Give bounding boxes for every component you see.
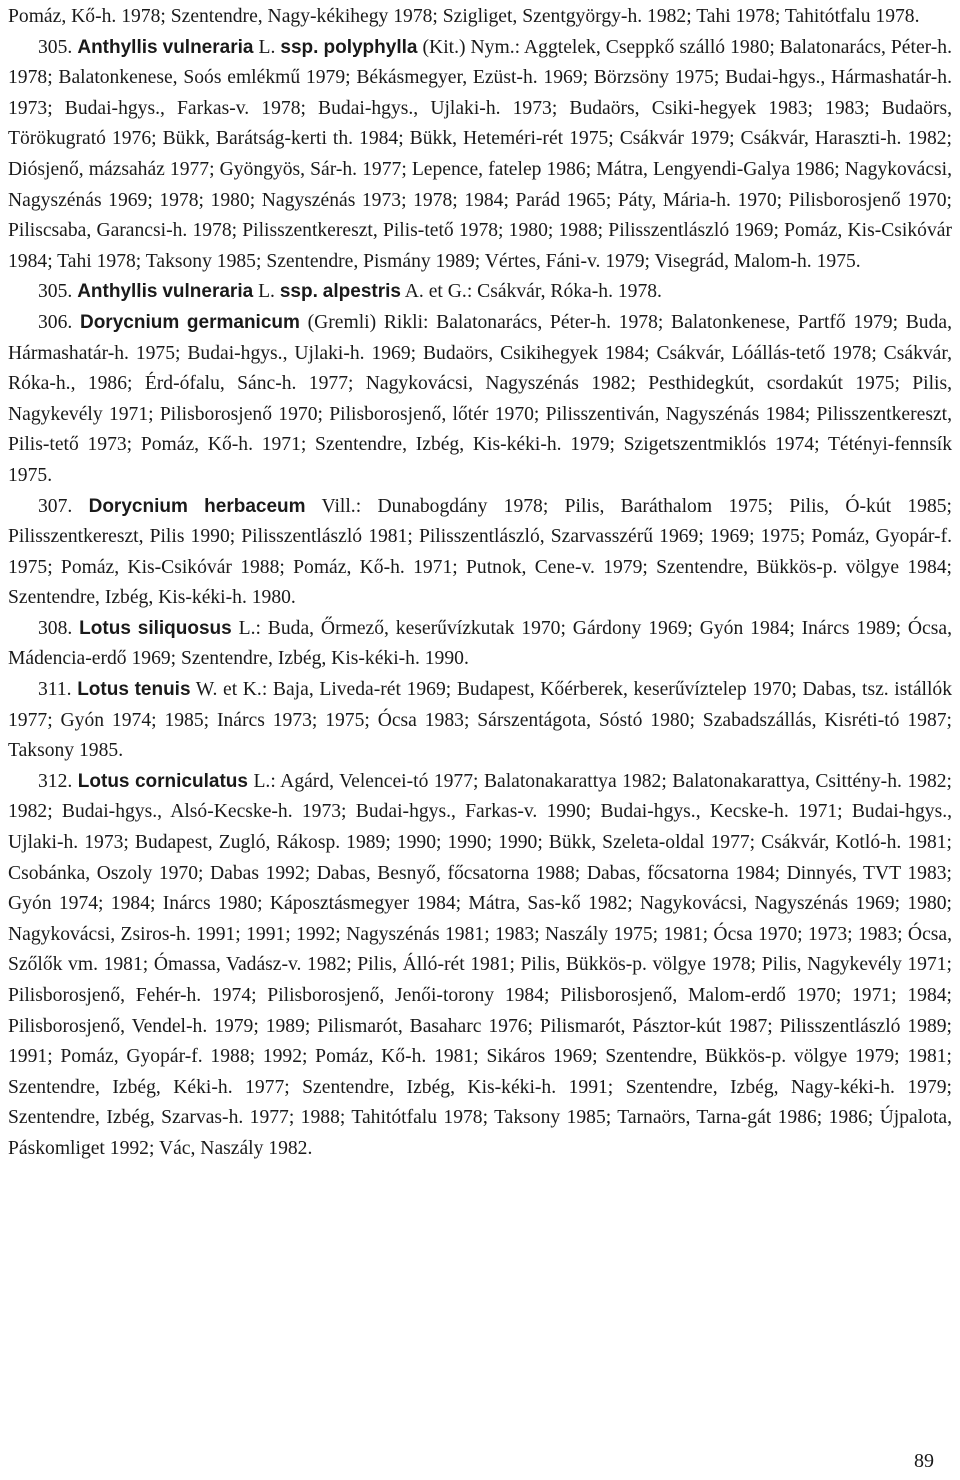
species-entry <box>8 675 952 767</box>
locality-list: : Aggtelek, Cseppkő szálló 1980; Balatonarács, Péter-h. 1978; Balatonkenese, Soós emlékmű 1979; Békásmegyer, Ezüst-h. 1969; Börzsöny 1975; Budai-hgys., Hármashatár-h. 1973; Budai-hgys., Farkas-v. 1978; Budai-hgys., Ujlaki-h. 1973; Budaörs, Csiki-hegyek 1983; 1983; Budaörs, Törökugrató 1976; Bükk, Barátság-kerti th. 1984; Bükk, Heteméri-rét 1975; Csákvár 1979; Csákvár, Haraszti-h. 1982; Diósjenő, mázsaház 1977; Gyöngyös, Sár-h. 1977; Lepence, fatelep 1986; Mátra, Lengyendi-Galya 1986; Nagykovácsi, Nagyszénás 1969; 1978; 1980; Nagyszénás 1973; 1978; 1984; Parád 1965; Páty, Mária-h. 1970; Pilisborosjenő 1970; Piliscsaba, Garancsi-h. 1978; Pilisszentkereszt, Pilis-tető 1978; 1980; 1988; Pilisszentlászló 1969; Pomáz, Kis-Csikóvár 1984; Tahi 1978; Taksony 1985; Szentendre, Pismány 1989; Vértes, Fáni-v. 1979; Visegrád, Malom-h. 1975. <box>8 36 953 272</box>
locality-list: : Balatonarács, Péter-h. 1978; Balatonkenese, Partfő 1979; Buda, Hármashatár-h. 1975; Budai-hgys., Ujlaki-h. 1969; Budaörs, Csikihegyek 1984; Csákvár, Lóállás-tető 1978; Csákvár, Róka-h., 1986; Érd-ófalu, Sánc-h. 1977; Nagykovácsi, Nagyszénás 1982; Pesthidegkút, csordakút 1975; Pilis, Nagykevély 1971; Pilisborosjenő 1970; Pilisborosjenő, lőtér 1970; Pilisszentiván, Nagyszénás 1984; Pilisszentkereszt, Pilis-tető 1973; Pomáz, Kő-h. 1971; Szentendre, Izbég, Kis-kéki-h. 1979; Szigetszentmiklós 1974; Tétényi-fennsík 1975. <box>8 311 952 486</box>
locality-list: : Baja, Liveda-rét 1969; Budapest, Kőérberek, keserűvíztelep 1970; Dabas, tsz. istállók 1977; Gyón 1974; 1985; Inárcs 1973; 1975; Ócsa 1983; Sárszentágota, Sóstó 1980; Szabadszállás, Kisréti-tó 1987; Taksony 1985. <box>8 679 952 762</box>
author-citation: L. <box>253 770 271 792</box>
entry-number: 305. <box>38 281 73 303</box>
genus-name: Anthyllis <box>77 281 158 303</box>
author-citation: Vill. <box>321 495 356 517</box>
author-citation: (Gremli) Rikli <box>307 311 424 333</box>
species-epithet: vulneraria <box>162 36 254 58</box>
entry-number: 311. <box>38 679 72 701</box>
document-page <box>8 2 952 1165</box>
rank-label: ssp. <box>280 36 319 58</box>
genus-name: Dorycnium <box>79 311 180 333</box>
genus-name: Dorycnium <box>88 495 188 517</box>
species-entry <box>8 308 952 492</box>
species-entry <box>8 33 952 278</box>
page-number: 89 <box>914 1450 934 1472</box>
entry-number: 312. <box>38 770 73 792</box>
species-entry <box>8 614 952 675</box>
author-citation: W. et K. <box>195 679 262 701</box>
genus-name: Lotus <box>77 770 130 792</box>
locality-list: : Agárd, Velencei-tó 1977; Balatonakarattya 1982; Balatonakarattya, Csittény-h. 1982; 1982; Budai-hgys., Alsó-Kecske-h. 1973; Budai-hgys., Farkas-v. 1990; Budai-hgys., Kecske-h. 1971; Budai-hgys., Ujlaki-h. 1973; Budapest, Zugló, Rákosp. 1989; 1990; 1990; 1990; Bükk, Szeleta-oldal 1977; Csákvár, Kotló-h. 1981; Csobánka, Oszoly 1970; Dabas 1992; Dabas, Besnyő, főcsatorna 1988; Dabas, főcsatorna 1984; Dinnyés, TVT 1983; Gyón 1974; 1984; Inárcs 1980; Káposztásmegyer 1984; Mátra, Sas-kő 1982; Nagykovácsi, Nagyszénás 1969; 1980; Nagykovácsi, Zsiros-h. 1991; 1991; 1992; Nagyszénás 1981; 1983; Naszály 1975; 1981; Ócsa 1970; 1973; 1983; Ócsa, Szőlők vm. 1981; Ómassa, Vadász-v. 1982; Pilis, Álló-rét 1981; Pilis, Bükkös-p. völgye 1978; Pilis, Nagykevély 1971; Pilisborosjenő, Fehér-h. 1974; Pilisborosjenő, Jenői-torony 1984; Pilisborosjenő, Malom-erdő 1970; 1971; 1984; Pilisborosjenő, Vendel-h. 1979; 1989; Pilismarót, Basaharc 1976; Pilismarót, Pásztor-kút 1987; Pilisszentlászló 1989; 1991; Pomáz, Gyopár-f. 1988; 1992; Pomáz, Kő-h. 1981; Sikáros 1969; Szentendre, Bükkös-p. völgye 1979; 1981; Szentendre, Izbég, Kéki-h. 1977; Szentendre, Izbég, Kis-kéki-h. 1991; Szentendre, Izbég, Nagy-kéki-h. 1979; Szentendre, Izbég, Szarvas-h. 1977; 1988; Tahitótfalu 1978; Taksony 1985; Tarnaörs, Tarna-gát 1986; 1986; Újpalota, Páskomliget 1992; Vác, Naszály 1982. <box>8 770 953 1159</box>
locality-list: : Buda, Őrmező, keserűvízkutak 1970; Gárdony 1969; Gyón 1984; Inárcs 1989; Ócsa, Mádencia-erdő 1969; Szentendre, Izbég, Kis-kéki-h. 1990. <box>8 617 952 670</box>
infraspecific-author: A. et G. <box>404 281 467 303</box>
entry-number: 307. <box>38 495 73 517</box>
species-epithet: tenuis <box>134 679 191 701</box>
continuation-paragraph: Pomáz, Kő-h. 1978; Szentendre, Nagy-kékihegy 1978; Szigliget, Szentgyörgy-h. 1982; Tahi 1978; Tahitótfalu 1978. <box>8 6 920 27</box>
genus-name: Anthyllis <box>77 36 158 58</box>
author-citation: L. <box>238 617 256 639</box>
species-entry <box>8 767 952 1165</box>
infraspecific-name: polyphylla <box>323 36 418 58</box>
species-epithet: corniculatus <box>134 770 248 792</box>
species-epithet: herbaceum <box>204 495 306 517</box>
infraspecific-author: (Kit.) Nym. <box>422 36 515 58</box>
species-epithet: vulneraria <box>162 281 254 303</box>
genus-name: Lotus <box>79 617 131 639</box>
rank-label: ssp. <box>279 281 318 303</box>
locality-list: : Csákvár, Róka-h. 1978. <box>466 281 662 303</box>
genus-name: Lotus <box>77 679 129 701</box>
species-entry <box>8 277 952 308</box>
author-citation: L. <box>258 281 275 303</box>
entry-number: 306. <box>38 311 73 333</box>
locality-list: : Dunabogdány 1978; Pilis, Baráthalom 1975; Pilis, Ó-kút 1985; Pilisszentkereszt, Pilis 1990; Pilisszentlászló 1981; Pilisszentlászló, Szarvasszérű 1969; 1969; 1975; Pomáz, Gyopár-f. 1975; Pomáz, Kis-Csikóvár 1988; Pomáz, Kő-h. 1971; Putnok, Cene-v. 1979; Szentendre, Bükkös-p. völgye 1984; Szentendre, Izbég, Kis-kéki-h. 1980. <box>8 495 952 609</box>
species-entry <box>8 492 952 614</box>
species-epithet: germanicum <box>186 311 300 333</box>
entry-number: 308. <box>38 617 73 639</box>
species-epithet: siliquosus <box>137 617 232 639</box>
entry-number: 305. <box>38 36 73 58</box>
infraspecific-name: alpestris <box>322 281 401 303</box>
author-citation: L. <box>258 36 276 58</box>
